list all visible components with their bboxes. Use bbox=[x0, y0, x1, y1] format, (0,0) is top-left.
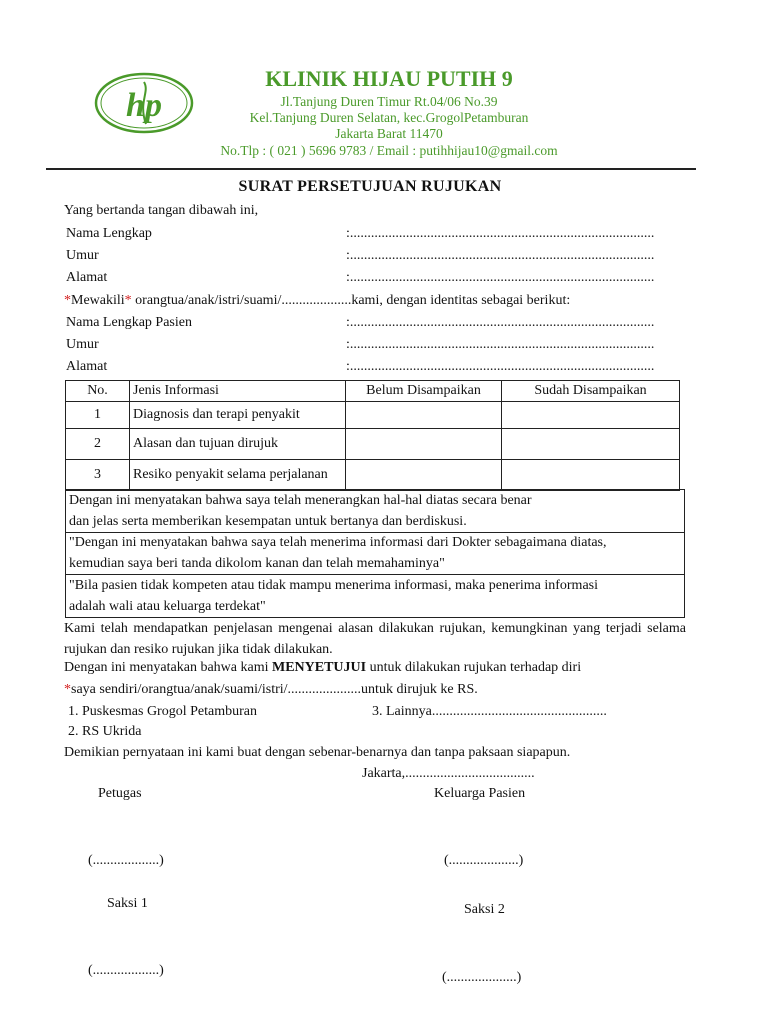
document-title: SURAT PERSETUJUAN RUJUKAN bbox=[238, 178, 502, 195]
clinic-address-line2: Kel.Tanjung Duren Selatan, kec.GrogolPetamburan bbox=[249, 110, 529, 125]
agreement-line bbox=[64, 660, 581, 676]
logo-lettering: hp bbox=[126, 87, 162, 124]
option-other[interactable]: 3. Lainnya.................................................. bbox=[372, 704, 607, 719]
column-header-delivered: Sudah Disampaikan bbox=[502, 381, 680, 402]
signer-address-label: Alamat bbox=[66, 270, 108, 285]
saksi1-label: Saksi 1 bbox=[107, 896, 148, 911]
signer-name-label: Nama Lengkap bbox=[66, 226, 152, 241]
statement-line: adalah wali atau keluarga terdekat" bbox=[69, 599, 266, 614]
table-header-row bbox=[66, 381, 680, 402]
delivered-checkbox-cell[interactable] bbox=[502, 402, 680, 429]
required-asterisk: * bbox=[64, 293, 71, 308]
not-delivered-checkbox-cell[interactable] bbox=[346, 429, 502, 460]
saksi2-signature-field[interactable]: (....................) bbox=[442, 970, 522, 985]
clinic-address-line1: Jl.Tanjung Duren Timur Rt.04/06 No.39 bbox=[280, 94, 498, 109]
required-asterisk: * bbox=[64, 682, 71, 697]
row-info: Diagnosis dan terapi penyakit bbox=[130, 402, 346, 429]
option-rs-ukrida[interactable]: 2. RS Ukrida bbox=[68, 724, 142, 739]
explanation-paragraph: Kami telah mendapatkan penjelasan mengenai alasan dilakukan rujukan, kemungkinan yang terjadi selama rujukan dan resiko rujukan jika tidak dilakukan. bbox=[64, 621, 686, 657]
statement-box bbox=[65, 489, 685, 533]
statement-line: "Bila pasien tidak kompeten atau tidak mampu menerima informasi, maka penerima informasi bbox=[69, 578, 598, 593]
row-number: 2 bbox=[66, 429, 130, 460]
closing-statement: Demikian pernyataan ini kami buat dengan sebenar-benarnya dan tanpa paksaan siapapun. bbox=[64, 745, 571, 760]
signer-age-label: Umur bbox=[66, 248, 99, 263]
option-puskesmas[interactable]: 1. Puskesmas Grogol Petamburan bbox=[68, 704, 257, 719]
row-info: Resiko penyakit selama perjalanan bbox=[130, 460, 346, 491]
header-divider bbox=[46, 168, 696, 170]
patient-name-label: Nama Lengkap Pasien bbox=[66, 315, 192, 330]
delivered-checkbox-cell[interactable] bbox=[502, 429, 680, 460]
representing-word: Mewakili bbox=[71, 293, 125, 308]
representing-text: orangtua/anak/istri/suami/....................kami, dengan identitas sebagai berikut: bbox=[131, 293, 571, 308]
table-row bbox=[66, 429, 680, 460]
signer-address-field[interactable]: :....................................................................................... bbox=[346, 270, 655, 285]
column-header-not-delivered: Belum Disampaikan bbox=[346, 381, 502, 402]
statement-line: kemudian saya beri tanda dikolom kanan dan telah memahaminya" bbox=[69, 556, 445, 571]
statement-line: dan jelas serta memberikan kesempatan untuk bertanya dan berdiskusi. bbox=[69, 514, 467, 529]
clinic-address-line3: Jakarta Barat 11470 bbox=[335, 126, 443, 141]
row-number: 3 bbox=[66, 460, 130, 491]
saksi2-label: Saksi 2 bbox=[464, 902, 505, 917]
row-number: 1 bbox=[66, 402, 130, 429]
signer-age-field[interactable]: :....................................................................................... bbox=[346, 248, 655, 263]
row-info: Alasan dan tujuan dirujuk bbox=[130, 429, 346, 460]
column-header-info: Jenis Informasi bbox=[130, 381, 346, 402]
referral-text[interactable]: saya sendiri/orangtua/anak/suami/istri/.....................untuk dirujuk ke RS. bbox=[71, 682, 478, 697]
representing-line bbox=[64, 293, 570, 309]
patient-age-label: Umur bbox=[66, 337, 99, 352]
petugas-signature-field[interactable]: (...................) bbox=[88, 853, 164, 868]
intro-text: Yang bertanda tangan dibawah ini, bbox=[64, 203, 259, 218]
not-delivered-checkbox-cell[interactable] bbox=[346, 402, 502, 429]
required-asterisk: * bbox=[124, 293, 132, 308]
table-row bbox=[66, 402, 680, 429]
place-date-field[interactable]: Jakarta,..................................... bbox=[362, 766, 535, 781]
not-delivered-checkbox-cell[interactable] bbox=[346, 460, 502, 491]
agreement-keyword: MENYETUJUI bbox=[271, 660, 367, 675]
agreement-prefix: Dengan ini menyatakan bahwa kami bbox=[64, 660, 272, 675]
statement-line: Dengan ini menyatakan bahwa saya telah menerangkan hal-hal diatas secara benar bbox=[69, 493, 532, 508]
signer-name-field[interactable]: :....................................................................................... bbox=[346, 226, 655, 241]
petugas-label: Petugas bbox=[98, 786, 142, 801]
patient-address-field[interactable]: :....................................................................................... bbox=[346, 359, 655, 374]
patient-address-label: Alamat bbox=[66, 359, 108, 374]
agreement-suffix: untuk dilakukan rujukan terhadap diri bbox=[366, 660, 582, 675]
statement-box bbox=[65, 574, 685, 618]
delivered-checkbox-cell[interactable] bbox=[502, 460, 680, 491]
patient-name-field[interactable]: :....................................................................................... bbox=[346, 315, 655, 330]
information-table bbox=[65, 380, 680, 491]
keluarga-signature-field[interactable]: (....................) bbox=[444, 853, 524, 868]
saksi1-signature-field[interactable]: (...................) bbox=[88, 963, 164, 978]
clinic-contact: No.Tlp : ( 021 ) 5696 9783 / Email : putihhijau10@gmail.com bbox=[220, 143, 558, 158]
statement-box bbox=[65, 532, 685, 575]
keluarga-label: Keluarga Pasien bbox=[434, 786, 526, 801]
clinic-name: KLINIK HIJAU PUTIH 9 bbox=[265, 66, 513, 91]
table-row bbox=[66, 460, 680, 491]
statement-line: "Dengan ini menyatakan bahwa saya telah menerima informasi dari Dokter sebagaimana diatas, bbox=[69, 535, 607, 550]
patient-age-field[interactable]: :....................................................................................... bbox=[346, 337, 655, 352]
column-header-no: No. bbox=[66, 381, 130, 402]
referral-line bbox=[64, 682, 478, 698]
